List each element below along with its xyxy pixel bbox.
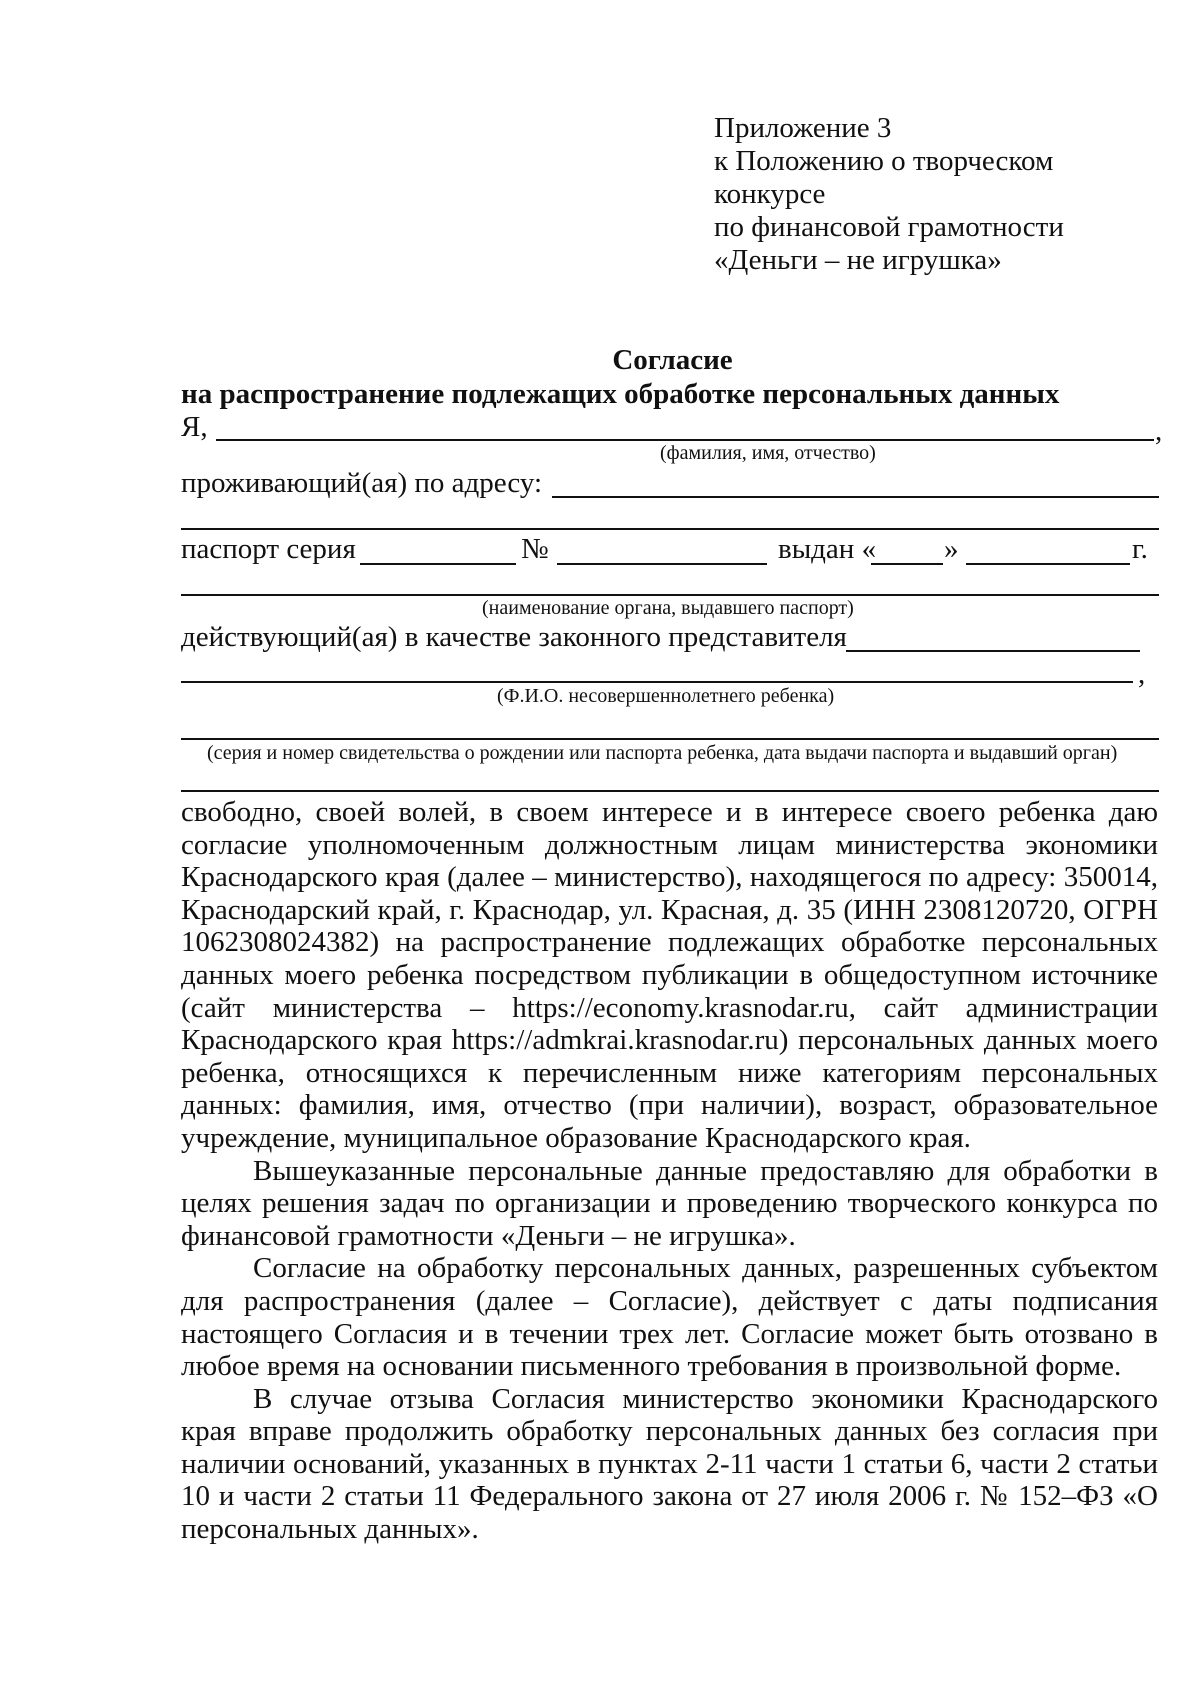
address-label: проживающий(ая) по адресу: <box>181 467 542 499</box>
issued-month-field[interactable] <box>966 563 1130 565</box>
address-row <box>181 466 1158 500</box>
appendix-line-3: конкурсе <box>714 178 826 210</box>
fio-caption: (фамилия, имя, отчество) <box>660 442 876 464</box>
paragraph-validity: Согласие на обработку персональных данных, разрешенных субъектом для распространения (далее – Согласие), действует с даты подписания настоящего Согласия и в течении трех лет. Согласие может быть отозвано в любое время на основании письменного требования в произвольной форме. <box>181 1252 1158 1383</box>
i-label: Я, <box>181 411 208 443</box>
appendix-line-5: «Деньги – не игрушка» <box>714 244 1002 276</box>
child-caption: (Ф.И.О. несовершеннолетнего ребенка) <box>497 685 835 707</box>
passport-label: паспорт серия <box>181 533 356 565</box>
child-name-field[interactable] <box>181 681 1133 683</box>
certificate-field[interactable] <box>181 738 1159 740</box>
issued-label: выдан « <box>778 533 877 565</box>
passport-number-label: № <box>521 533 549 565</box>
representative-field[interactable] <box>846 650 1140 652</box>
certificate-field-line-2[interactable] <box>181 790 1159 792</box>
address-field-line-2[interactable] <box>181 528 1159 530</box>
address-field[interactable] <box>552 496 1159 498</box>
passport-series-field[interactable] <box>360 563 516 565</box>
paragraph-purpose: Вышеуказанные персональные данные предоставляю для обработки в целях решения задач по организации и проведению творческого конкурса по финансовой грамотности «Деньги – не игрушка». <box>181 1154 1158 1252</box>
body-text <box>181 796 1158 1546</box>
fio-comma: , <box>1155 415 1163 447</box>
issuer-field[interactable] <box>181 594 1159 596</box>
fio-field[interactable] <box>216 439 1154 441</box>
certificate-caption: (серия и номер свидетельства о рождении или паспорта ребенка, дата выдачи паспорта и выдавший орган) <box>207 742 1118 764</box>
paragraph-consent: свободно, своей волей, в своем интересе и в интересе своего ребенка даю согласие уполномоченным должностным лицам министерства экономики Краснодарского края (далее – министерство), находящегося по адресу: 350014, Краснодарский край, г. Краснодар, ул. Красная, д. 35 (ИНН 2308120720, ОГРН 1062308024382) на распространение подлежащих обработке персональных данных моего ребенка посредством публикации в общедоступном источнике (сайт министерства – https://economy.krasnodar.ru, сайт администрации Краснодарского края https://admkrai.krasnodar.ru) персональных данных моего ребенка, относящихся к перечисленным ниже категориям персональных данных: фамилия, имя, отчество (при наличии), возраст, образовательное учреждение, муниципальное образование Краснодарского края. <box>181 796 1158 1154</box>
appendix-line-4: по финансовой грамотности <box>714 211 1064 243</box>
appendix-header <box>714 112 1064 277</box>
document-subtitle: на распространение подлежащих обработке персональных данных <box>181 378 1060 410</box>
representative-label: действующий(ая) в качестве законного представителя <box>181 621 847 653</box>
child-comma: , <box>1138 658 1146 690</box>
year-suffix: г. <box>1132 533 1148 565</box>
document-title: Согласие <box>612 344 733 376</box>
issued-quote-close: » <box>944 533 959 565</box>
issuer-caption: (наименование органа, выдавшего паспорт) <box>482 597 854 619</box>
issued-day-field[interactable] <box>871 563 943 565</box>
passport-number-field[interactable] <box>557 563 767 565</box>
appendix-line-2: к Положению о творческом <box>714 145 1054 177</box>
paragraph-withdrawal: В случае отзыва Согласия министерство экономики Краснодарского края вправе продолжить обработку персональных данных без согласия при наличии оснований, указанных в пунктах 2-11 части 1 статьи 6, части 2 статьи 10 и части 2 статьи 11 Федерального закона от 27 июля 2006 г. № 152–ФЗ «О персональных данных». <box>181 1382 1158 1546</box>
appendix-line-1: Приложение 3 <box>714 112 892 144</box>
